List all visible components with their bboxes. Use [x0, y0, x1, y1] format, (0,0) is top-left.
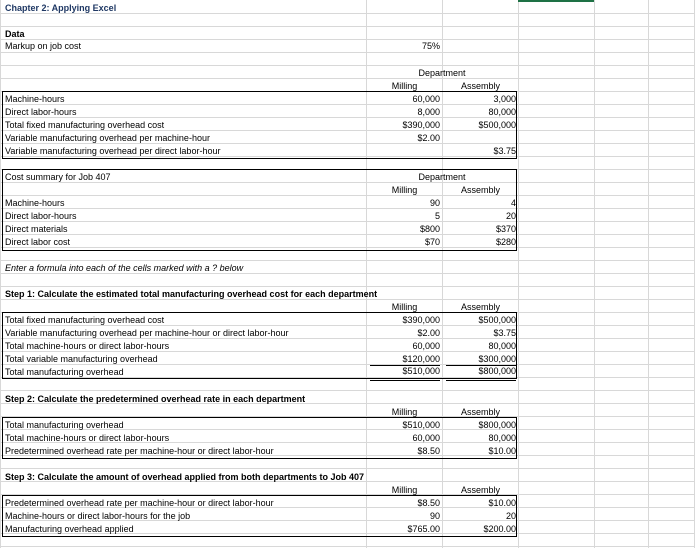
data-row-milling[interactable]: [367, 145, 440, 157]
step3-row-assembly[interactable]: $200.00: [483, 524, 516, 534]
cost-row-label: Direct materials: [5, 224, 68, 234]
instruction-text: Enter a formula into each of the cells marked with a ? below: [5, 263, 244, 273]
data-row-label: Total fixed manufacturing overhead cost: [5, 120, 165, 130]
gridline: [518, 0, 519, 548]
step3-row-milling[interactable]: $765.00: [407, 524, 440, 534]
step1-row-label: Total manufacturing overhead: [5, 367, 124, 377]
step2-row-label: Total manufacturing overhead: [5, 420, 124, 430]
step3-row-milling[interactable]: 90: [429, 511, 440, 521]
sheet-title: Chapter 2: Applying Excel: [5, 3, 117, 13]
step3-row-assembly[interactable]: 20: [505, 511, 516, 521]
cost-row-milling[interactable]: $800: [419, 224, 440, 234]
cost-row-label: Direct labor cost: [5, 237, 71, 247]
step1-row-label: Variable manufacturing overhead per machine-hour or direct labor-hour: [5, 328, 289, 338]
gridline: [0, 52, 695, 53]
markup-value[interactable]: 75%: [421, 41, 440, 51]
data-row-label: Direct labor-hours: [5, 107, 77, 117]
cost-row-assembly[interactable]: 20: [505, 211, 516, 221]
cost-row-label: Direct labor-hours: [5, 211, 77, 221]
col-milling: Milling: [391, 185, 418, 195]
step2-row-milling[interactable]: 60,000: [412, 433, 440, 443]
gridline: [0, 260, 695, 261]
department-header: Department: [418, 172, 466, 182]
step3-row-label: Manufacturing overhead applied: [5, 524, 134, 534]
step1-row-label: Total fixed manufacturing overhead cost: [5, 315, 165, 325]
col-assembly: Assembly: [460, 485, 500, 495]
col-milling: Milling: [391, 407, 418, 417]
data-row-label: Variable manufacturing overhead per direct labor-hour: [5, 146, 221, 156]
step2-row-label: Total machine-hours or direct labor-hours: [5, 433, 170, 443]
gridline: [0, 65, 695, 66]
step1-row-label: Total variable manufacturing overhead: [5, 354, 158, 364]
step1-row-milling[interactable]: 60,000: [412, 341, 440, 351]
gridline: [0, 390, 695, 391]
col-milling: Milling: [391, 81, 418, 91]
data-row-assembly[interactable]: [443, 132, 516, 144]
data-row-milling[interactable]: 60,000: [412, 94, 440, 104]
data-row-label: Machine-hours: [5, 94, 65, 104]
data-row-assembly[interactable]: 80,000: [488, 107, 516, 117]
gridline: [0, 78, 695, 79]
gridline: [0, 546, 695, 547]
cost-row-assembly[interactable]: 4: [510, 198, 516, 208]
department-header: Department: [418, 68, 466, 78]
step1-row-assembly[interactable]: $3.75: [493, 328, 516, 338]
cost-row-milling[interactable]: $70: [424, 237, 440, 247]
cost-summary-heading: Cost summary for Job 407: [5, 172, 111, 182]
gridline: [0, 39, 695, 40]
step1-row-milling[interactable]: $120,000: [370, 353, 440, 366]
selected-cell-indicator: [518, 0, 594, 2]
data-row-milling[interactable]: $2.00: [417, 133, 440, 143]
col-assembly: Assembly: [460, 81, 500, 91]
step1-row-assembly[interactable]: $300,000: [446, 353, 516, 366]
col-assembly: Assembly: [460, 407, 500, 417]
step1-row-assembly[interactable]: $800,000: [446, 366, 516, 381]
step1-row-milling[interactable]: $510,000: [370, 366, 440, 381]
step2-row-milling[interactable]: $510,000: [402, 420, 440, 430]
step2-row-assembly[interactable]: 80,000: [488, 433, 516, 443]
col-assembly: Assembly: [460, 185, 500, 195]
step1-row-assembly[interactable]: $500,000: [478, 315, 516, 325]
cost-row-milling[interactable]: 5: [434, 211, 440, 221]
cost-row-milling[interactable]: 90: [429, 198, 440, 208]
data-row-label: Variable manufacturing overhead per machine-hour: [5, 133, 210, 143]
step3-row-milling[interactable]: $8.50: [417, 498, 440, 508]
cost-row-assembly[interactable]: $280: [495, 237, 516, 247]
data-row-assembly[interactable]: $3.75: [493, 146, 516, 156]
data-heading: Data: [5, 29, 25, 39]
gridline: [648, 0, 649, 548]
step1-row-label: Total machine-hours or direct labor-hours: [5, 341, 170, 351]
gridline: [0, 26, 695, 27]
step1-heading: Step 1: Calculate the estimated total manufacturing overhead cost for each department: [5, 289, 378, 299]
data-row-assembly[interactable]: 3,000: [493, 94, 516, 104]
gridline: [0, 286, 695, 287]
step2-row-assembly[interactable]: $10.00: [488, 446, 516, 456]
cost-row-assembly[interactable]: $370: [495, 224, 516, 234]
step3-row-label: Predetermined overhead rate per machine-hour or direct labor-hour: [5, 498, 274, 508]
step2-row-milling[interactable]: $8.50: [417, 446, 440, 456]
gridline: [0, 0, 1, 548]
gridline: [594, 0, 595, 548]
markup-label: Markup on job cost: [5, 41, 82, 51]
step3-row-assembly[interactable]: $10.00: [488, 498, 516, 508]
cost-row-label: Machine-hours: [5, 198, 65, 208]
col-milling: Milling: [391, 302, 418, 312]
step2-row-label: Predetermined overhead rate per machine-hour or direct labor-hour: [5, 446, 274, 456]
col-assembly: Assembly: [460, 302, 500, 312]
step1-row-milling[interactable]: $2.00: [417, 328, 440, 338]
data-row-assembly[interactable]: $500,000: [478, 120, 516, 130]
step3-heading: Step 3: Calculate the amount of overhead applied from both departments to Job 407: [5, 472, 365, 482]
col-milling: Milling: [391, 485, 418, 495]
step1-row-milling[interactable]: $390,000: [402, 315, 440, 325]
data-row-milling[interactable]: 8,000: [417, 107, 440, 117]
step2-heading: Step 2: Calculate the predetermined overhead rate in each department: [5, 394, 306, 404]
step1-row-assembly[interactable]: 80,000: [488, 341, 516, 351]
gridline: [0, 468, 695, 469]
step2-row-assembly[interactable]: $800,000: [478, 420, 516, 430]
step3-row-label: Machine-hours or direct labor-hours for the job: [5, 511, 191, 521]
data-row-milling[interactable]: $390,000: [402, 120, 440, 130]
